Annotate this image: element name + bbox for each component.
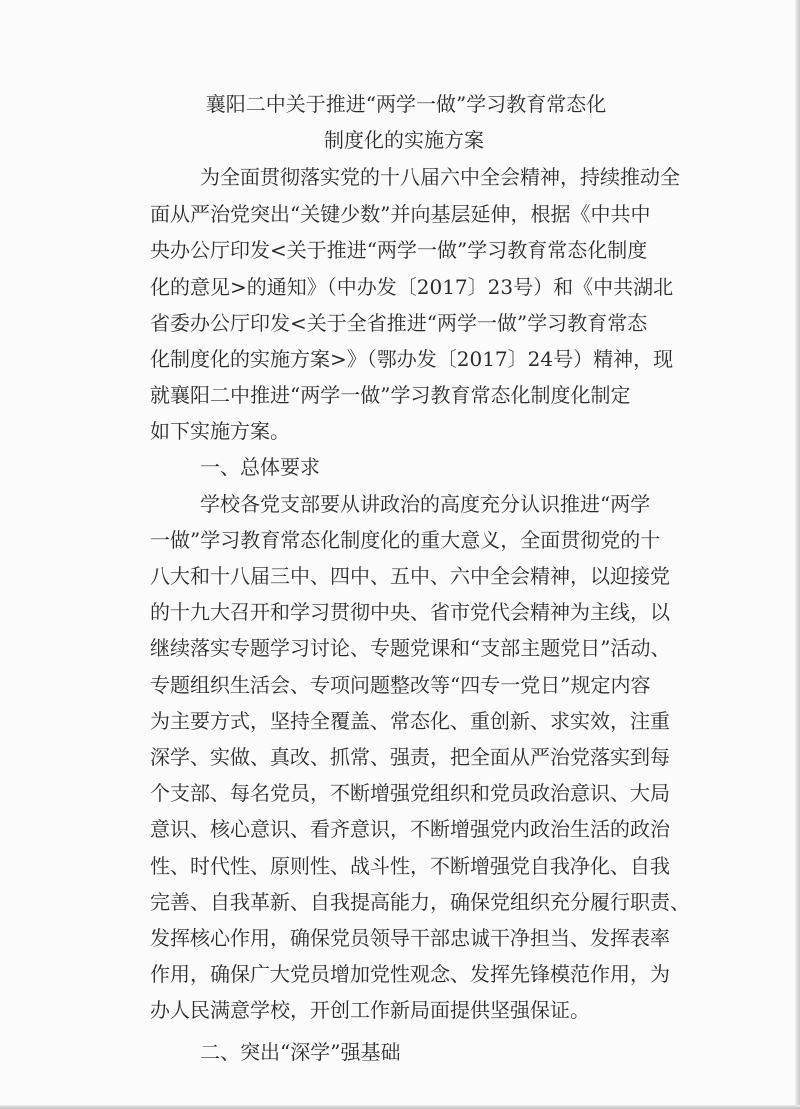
- document-title-line-2: 制度化的实施方案: [324, 128, 484, 152]
- intro-line-4: 化的意见>的通知》（中办发〔2017〕23号）和《中共湖北: [150, 275, 674, 299]
- section-1-line-12: 完善、自我革新、自我提高能力，确保党组织充分履行职责、: [150, 890, 690, 914]
- intro-line-1: 为全面贯彻落实党的十八届六中全会精神，持续推动全: [200, 165, 680, 189]
- intro-line-8: 如下实施方案。: [150, 419, 290, 443]
- document-title-line-1: 襄阳二中关于推进“两学一做”学习教育常态化: [205, 92, 607, 116]
- section-1-line-6: 专题组织生活会、专项问题整改等“四专一党日”规定内容: [150, 673, 651, 697]
- section-1-line-5: 继续落实专题学习讨论、专题党课和“支部主题党日”活动、: [150, 636, 671, 660]
- intro-line-6: 化制度化的实施方案>》（鄂办发〔2017〕24号）精神，现: [150, 347, 674, 371]
- section-1-line-9: 个支部、每名党员，不断增强党组织和党员政治意识、大局: [150, 781, 670, 805]
- intro-line-3: 央办公厅印发<关于推进“两学一做”学习教育常态化制度: [150, 238, 648, 262]
- section-1-line-11: 性、时代性、原则性、战斗性，不断增强党自我净化、自我: [150, 854, 670, 878]
- intro-line-7: 就襄阳二中推进“两学一做”学习教育常态化制度化制定: [150, 383, 631, 407]
- section-1-line-14: 作用，确保广大党员增加党性观念、发挥先锋模范作用，为: [150, 962, 670, 986]
- intro-line-2: 面从严治党突出“关键少数”并向基层延伸，根据《中共中: [150, 202, 651, 226]
- section-1-line-15: 办人民满意学校，开创工作新局面提供坚强保证。: [150, 998, 590, 1022]
- section-1-line-13: 发挥核心作用，确保党员领导干部忠诚干净担当、发挥表率: [150, 926, 670, 950]
- intro-line-5: 省委办公厅印发<关于全省推进“两学一做”学习教育常态: [150, 311, 648, 335]
- section-1-line-1: 学校各党支部要从讲政治的高度充分认识推进“两学: [200, 492, 651, 516]
- scan-edge-shadow-right: [795, 0, 800, 1109]
- section-1-line-10: 意识、核心意识、看齐意识，不断增强党内政治生活的政治: [150, 817, 670, 841]
- section-1-line-4: 的十九大召开和学习贯彻中央、省市党代会精神为主线，以: [150, 600, 670, 624]
- section-1-line-3: 八大和十八届三中、四中、五中、六中全会精神，以迎接党: [150, 564, 670, 588]
- section-1-line-7: 为主要方式，坚持全覆盖、常态化、重创新、求实效，注重: [150, 709, 670, 733]
- scan-edge-shadow-bottom: [0, 1105, 800, 1109]
- section-1-heading: 一、总体要求: [200, 455, 320, 479]
- section-1-line-2: 一做”学习教育常态化制度化的重大意义，全面贯彻党的十: [150, 528, 661, 552]
- section-2-heading: 二、突出“深学”强基础: [200, 1040, 401, 1064]
- section-1-line-8: 深学、实做、真改、抓常、强责，把全面从严治党落实到每: [150, 745, 670, 769]
